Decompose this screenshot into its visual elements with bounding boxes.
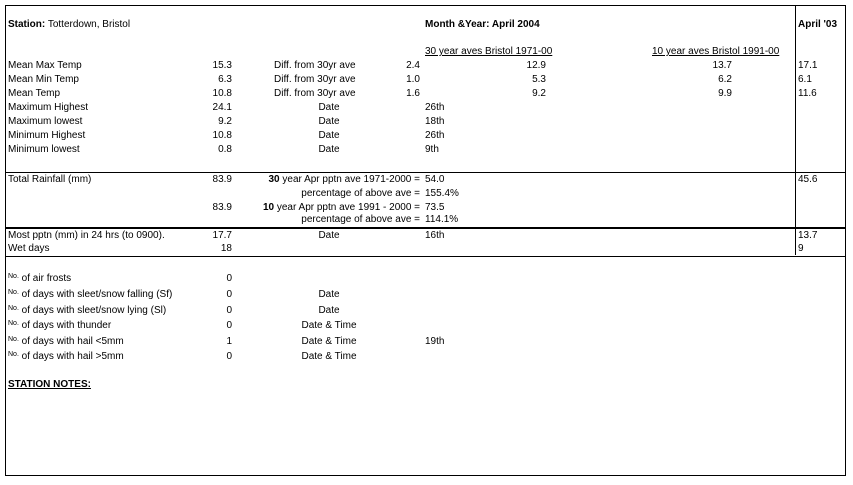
number-abbrev: No. [8,289,19,296]
count-text: of days with sleet/snow falling (Sf) [18,289,173,300]
prev-value: 45.6 [798,174,818,185]
rainfall-ave30-line [230,174,420,186]
prev-value: 9 [798,243,804,254]
diff-label: Diff. from 30yr ave [274,74,356,85]
extreme-label: Minimum Highest [8,130,86,141]
count-value: 0 [226,273,232,284]
date-label: Date [318,230,340,241]
station-notes-title: STATION NOTES: [8,379,91,390]
rainfall-ave30-value: 54.0 [425,174,445,185]
rainfall-label: Total Rainfall (mm) [8,174,92,185]
count-value: 1 [226,336,232,347]
date-value: 9th [425,144,439,155]
count-text: of days with hail >5mm [18,351,124,362]
most-pptn-label: Most pptn (mm) in 24 hrs (to 0900). [8,230,165,241]
aves-10yr-title: 10 year aves Bristol 1991-00 [652,46,780,57]
date-value: 19th [425,336,445,347]
diff-value: 2.4 [406,60,420,71]
temp-label: Mean Temp [8,88,61,99]
number-abbrev: No. [8,336,19,343]
count-text: of air frosts [18,273,72,284]
count-text: of days with sleet/snow lying (Sl) [18,305,167,316]
divider-counts [5,256,845,257]
count-label [8,351,124,363]
prev-value: 17.1 [798,60,818,71]
extreme-value: 10.8 [212,130,232,141]
temp-value: 6.3 [218,74,232,85]
date-value: 26th [425,102,445,113]
number-abbrev: No. [8,320,19,327]
pct-label: percentage of above ave = [301,214,420,225]
extreme-label: Maximum lowest [8,116,83,127]
temp-label: Mean Min Temp [8,74,79,85]
most-pptn-value: 17.7 [212,230,232,241]
date-value: 16th [425,230,445,241]
extreme-label: Minimum lowest [8,144,80,155]
divider-rainfall [5,172,845,173]
divider-thick [5,227,845,229]
count-label [8,273,71,285]
count-value: 0 [226,320,232,331]
ave10-value: 13.7 [712,60,732,71]
date-value: 18th [425,116,445,127]
rainfall-value: 83.9 [212,174,232,185]
diff-value: 1.0 [406,74,420,85]
count-text: of days with thunder [18,320,112,331]
ave30-text: year Apr pptn ave 1971-2000 = [279,174,420,185]
extreme-value: 9.2 [218,116,232,127]
date-time-label: Date & Time [301,336,357,347]
ave10-years: 10 [262,202,275,213]
ave10-value: 9.9 [718,88,732,99]
ave30-value: 12.9 [526,60,546,71]
number-abbrev: No. [8,351,19,358]
count-label [8,305,166,317]
diff-label: Diff. from 30yr ave [274,88,356,99]
pct-label: percentage of above ave = [301,188,420,199]
pct-value: 155.4% [425,188,459,199]
count-value: 0 [226,289,232,300]
date-label: Date [318,289,340,300]
aves-30yr-title: 30 year aves Bristol 1971-00 [425,46,553,57]
diff-value: 1.6 [406,88,420,99]
month-year-header [425,19,540,31]
rainfall-ave10-value: 73.5 [425,202,445,213]
date-label: Date [318,102,340,113]
station-label: Station: [8,19,46,30]
count-text: of days with hail <5mm [18,336,124,347]
count-label [8,289,172,301]
number-abbrev: No. [8,273,19,280]
date-time-label: Date & Time [301,320,357,331]
wet-days-value: 18 [220,243,232,254]
date-label: Date [318,130,340,141]
date-time-label: Date & Time [301,351,357,362]
temp-value: 15.3 [212,60,232,71]
ave30-years: 30 [268,174,280,185]
date-label: Date [318,116,340,127]
ave30-value: 9.2 [532,88,546,99]
ave10-text: year Apr pptn ave 1991 - 2000 = [274,202,420,213]
rainfall-value: 83.9 [212,202,232,213]
prev-value: 11.6 [798,88,817,99]
month-year-label: Month &Year: [425,19,490,30]
date-label: Date [318,144,340,155]
comparison-column-title: April '03 [798,19,838,30]
count-label [8,336,124,348]
prev-value: 13.7 [798,230,818,241]
wet-days-label: Wet days [8,243,50,254]
extreme-label: Maximum Highest [8,102,89,113]
pct-value: 114.1% [425,214,459,225]
count-value: 0 [226,351,232,362]
ave10-value: 6.2 [718,74,732,85]
extreme-value: 0.8 [218,144,232,155]
column-divider [795,5,796,255]
date-label: Date [318,305,340,316]
temp-value: 10.8 [212,88,232,99]
count-label [8,320,111,332]
extreme-value: 24.1 [212,102,232,113]
prev-value: 6.1 [798,74,812,85]
number-abbrev: No. [8,305,19,312]
temp-label: Mean Max Temp [8,60,82,71]
station-name: Totterdown, Bristol [47,19,131,30]
date-value: 26th [425,130,445,141]
count-value: 0 [226,305,232,316]
ave30-value: 5.3 [532,74,546,85]
station-header [8,19,130,31]
month-year-value: April 2004 [491,19,540,30]
rainfall-ave10-line [230,202,420,214]
diff-label: Diff. from 30yr ave [274,60,356,71]
